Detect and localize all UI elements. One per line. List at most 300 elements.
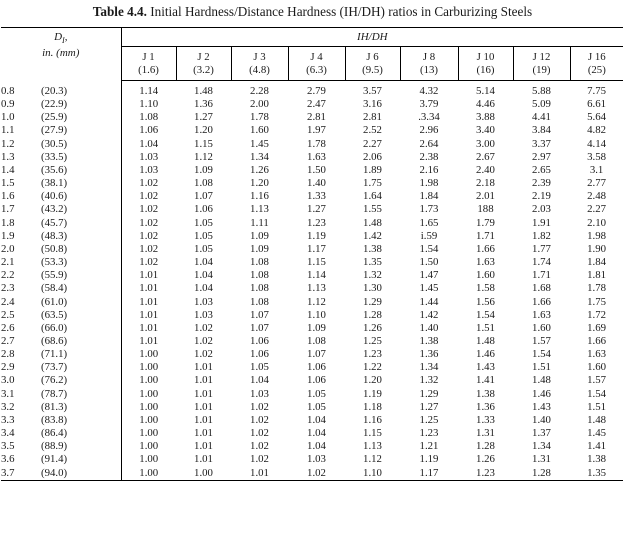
ratio-cell: 1.02 — [250, 400, 269, 413]
ratio-cell: 1.25 — [419, 413, 439, 426]
ratio-cell: 1.54 — [476, 308, 495, 321]
ratio-cell: 1.07 — [250, 321, 269, 334]
ratio-cell: 1.60 — [532, 321, 551, 334]
ratio-cell: 1.01 — [139, 334, 159, 347]
ratio-cell: 1.07 — [250, 308, 269, 321]
ratio-cell: 1.01 — [194, 374, 213, 387]
ratio-cell: 1.56 — [476, 295, 495, 308]
ratio-cell: 1.48 — [194, 85, 213, 97]
ratio-cell: i.59 — [420, 229, 438, 242]
di-inches-cell: 1.2 — [1, 137, 15, 150]
ratio-cell: 1.05 — [194, 229, 213, 242]
ratio-cell: 1.00 — [139, 348, 159, 361]
ratio-cell: 1.74 — [532, 256, 551, 269]
ratio-cell: 1.06 — [250, 334, 269, 347]
di-inches-cell: 2.6 — [1, 321, 15, 334]
ratio-cell: 1.65 — [419, 216, 439, 229]
ratio-cell: 1.36 — [476, 400, 495, 413]
ratio-cell: 1.01 — [139, 269, 159, 282]
ratio-cell: 1.03 — [250, 387, 269, 400]
ratio-cell: 1.32 — [363, 269, 382, 282]
table-header — [1, 28, 623, 81]
ratio-cell: 1.15 — [363, 427, 382, 440]
ratio-cell: 1.48 — [363, 216, 382, 229]
ratio-cell: 3.57 — [363, 85, 382, 97]
ratio-cell: 1.00 — [139, 427, 159, 440]
ratio-cell: 1.18 — [363, 400, 382, 413]
ratio-cell: 1.07 — [194, 190, 213, 203]
ratio-cell: 1.54 — [419, 242, 439, 255]
ratio-cell: 1.41 — [476, 374, 495, 387]
ratio-cell: 1.54 — [532, 348, 551, 361]
di-inches-cell: 2.0 — [1, 242, 15, 255]
ratio-cell: 1.03 — [139, 150, 159, 163]
jominy-position-name: J 4 — [310, 50, 323, 63]
ratio-cell: 1.26 — [250, 163, 269, 176]
di-inches-cell: 3.3 — [1, 413, 15, 426]
table-row — [1, 467, 623, 481]
table-row — [1, 361, 623, 374]
di-inches-cell: 3.1 — [1, 387, 15, 400]
ratio-cell: 1.12 — [363, 453, 382, 466]
di-mm-cell: (76.2) — [41, 374, 121, 387]
ratio-cell: 1.84 — [419, 190, 439, 203]
ratio-cell: 2.27 — [587, 203, 607, 216]
di-mm-cell: (83.8) — [41, 414, 121, 427]
table-row — [1, 269, 623, 282]
di-mm-cell: (45.7) — [41, 217, 121, 230]
ratio-cell: 1.00 — [139, 374, 159, 387]
ratio-cell: 1.66 — [532, 295, 551, 308]
di-inches-cell: 3.6 — [1, 453, 15, 466]
ratio-cell: 1.22 — [363, 361, 382, 374]
di-symbol: $D_I$, — [54, 31, 68, 46]
table-row — [1, 230, 623, 243]
ratio-cell: 1.51 — [532, 361, 551, 374]
ratio-cell: 1.54 — [587, 387, 607, 400]
jominy-column-header — [231, 47, 288, 81]
di-inches-cell: 1.8 — [1, 216, 15, 229]
ratio-cell: 1.78 — [250, 111, 269, 124]
ratio-cell: 1.04 — [307, 413, 326, 426]
ratio-cell: 1.50 — [307, 163, 326, 176]
ratio-cell: 1.38 — [587, 453, 607, 466]
ratio-cell: 1.43 — [476, 361, 495, 374]
ratio-cell: 2.16 — [419, 163, 439, 176]
ratio-cell: 1.64 — [363, 190, 382, 203]
ratio-cell: 1.23 — [307, 216, 326, 229]
table-row — [1, 453, 623, 466]
ratio-cell: 1.10 — [345, 467, 400, 481]
di-mm-cell: (78.7) — [41, 388, 121, 401]
ratio-cell: 1.35 — [363, 256, 382, 269]
table-row — [1, 414, 623, 427]
ratio-cell: 1.01 — [194, 453, 213, 466]
ratio-cell: 1.33 — [307, 190, 326, 203]
di-inches-cell: 2.9 — [1, 361, 15, 374]
ratio-cell: 1.34 — [419, 361, 439, 374]
ratio-cell: 1.20 — [363, 374, 382, 387]
ratio-cell: 1.17 — [307, 242, 326, 255]
jominy-position-name: J 10 — [476, 50, 495, 63]
ratio-cell: 2.00 — [250, 98, 269, 111]
ratio-cell: 1.38 — [363, 242, 382, 255]
di-mm-cell: (27.9) — [41, 124, 121, 137]
di-mm-cell: (61.0) — [41, 296, 121, 309]
ratio-cell: 3.1 — [589, 163, 604, 176]
ratio-cell: 1.05 — [307, 400, 326, 413]
ratio-cell: 2.39 — [532, 177, 551, 190]
ratio-cell: 1.51 — [587, 400, 607, 413]
ratio-cell: 2.19 — [532, 190, 551, 203]
ratio-cell: 1.60 — [250, 124, 269, 137]
ratio-cell: 1.27 — [194, 111, 213, 124]
ih-dh-group-header: IH/DH — [121, 28, 623, 47]
jominy-column-header — [570, 47, 623, 81]
di-inches-cell: 2.5 — [1, 308, 15, 321]
ratio-cell: 1.66 — [476, 242, 495, 255]
ratio-cell: 1.08 — [194, 177, 213, 190]
table-row — [1, 388, 623, 401]
di-mm-cell: (53.3) — [41, 256, 121, 269]
ratio-cell: 3.40 — [476, 124, 495, 137]
di-mm-cell: (48.3) — [41, 230, 121, 243]
ratio-cell: 2.18 — [476, 177, 495, 190]
jominy-position-name: J 1 — [142, 50, 155, 63]
ratio-cell: 2.81 — [363, 111, 382, 124]
ratio-cell: 1.55 — [363, 203, 382, 216]
ratio-cell: 1.15 — [194, 137, 213, 150]
table-row — [1, 401, 623, 414]
ratio-cell: 1.02 — [250, 413, 269, 426]
table-row — [1, 98, 623, 111]
ratio-cell: 1.03 — [194, 295, 213, 308]
ratio-cell: 1.13 — [250, 203, 269, 216]
ratio-cell: 4.14 — [587, 137, 607, 150]
di-inches-cell: 3.5 — [1, 440, 15, 453]
ratio-cell: 3.16 — [363, 98, 382, 111]
ratio-cell: 1.36 — [194, 98, 213, 111]
di-inches-cell: 2.8 — [1, 348, 15, 361]
ratio-cell: 1.04 — [194, 256, 213, 269]
ratio-cell: 1.20 — [250, 177, 269, 190]
ratio-cell: 1.16 — [250, 190, 269, 203]
ratio-cell: 1.43 — [532, 400, 551, 413]
ratio-cell: 1.81 — [587, 269, 607, 282]
ratio-cell: 1.58 — [476, 282, 495, 295]
jominy-column-header — [400, 47, 458, 81]
ratio-cell: 1.91 — [532, 216, 551, 229]
ratio-cell: 1.00 — [139, 413, 159, 426]
ratio-cell: 1.01 — [139, 282, 159, 295]
ratio-cell: 1.08 — [250, 256, 269, 269]
table-row — [1, 203, 623, 216]
ratio-cell: 1.26 — [476, 453, 495, 466]
jominy-position-name: J 6 — [366, 50, 379, 63]
di-inches-cell: 1.7 — [1, 203, 15, 216]
ratio-cell: 1.01 — [194, 361, 213, 374]
ratio-cell: 1.12 — [307, 295, 326, 308]
table-row — [1, 190, 623, 203]
ratio-cell: 1.75 — [363, 177, 382, 190]
ratio-cell: 1.08 — [250, 269, 269, 282]
ratio-cell: 1.51 — [476, 321, 495, 334]
ratio-cell: 5.14 — [476, 85, 495, 97]
ratio-cell: 5.09 — [532, 98, 551, 111]
ratio-cell: 1.35 — [570, 467, 623, 481]
ratio-cell: 3.00 — [476, 137, 495, 150]
ratio-cell: 1.00 — [121, 467, 176, 481]
di-inches-cell: 2.7 — [1, 334, 15, 347]
di-mm-cell: (58.4) — [41, 282, 121, 295]
ratio-cell: 1.23 — [363, 348, 382, 361]
ratio-cell: 1.23 — [419, 427, 439, 440]
ratio-cell: 1.01 — [194, 440, 213, 453]
ratio-cell: 3.58 — [587, 150, 607, 163]
ratio-cell: 1.06 — [194, 203, 213, 216]
ratio-cell: 1.36 — [419, 348, 439, 361]
di-inches-cell: 2.4 — [1, 295, 15, 308]
di-inches-cell: 0.8 — [1, 84, 15, 97]
ratio-cell: 1.37 — [532, 427, 551, 440]
ratio-cell: 1.98 — [419, 177, 439, 190]
ratio-cell: 1.15 — [307, 256, 326, 269]
ratio-cell: 3.84 — [532, 124, 551, 137]
jominy-position-name: J 12 — [532, 50, 551, 63]
ratio-cell: 1.08 — [307, 334, 326, 347]
ratio-cell: 1.29 — [363, 295, 382, 308]
ratio-cell: 1.69 — [587, 321, 607, 334]
di-inches-cell: 1.4 — [1, 163, 15, 176]
table-row — [1, 243, 623, 256]
di-column-header — [1, 28, 121, 81]
ratio-cell: 1.19 — [363, 387, 382, 400]
jominy-column-header — [345, 47, 400, 81]
di-mm-cell: (71.1) — [41, 348, 121, 361]
di-mm-cell: (68.6) — [41, 335, 121, 348]
ratio-cell: 1.40 — [419, 321, 439, 334]
ratio-cell: 1.48 — [532, 374, 551, 387]
jominy-distance-mm: (25) — [587, 63, 606, 76]
ratio-cell: 1.00 — [176, 467, 231, 481]
di-mm-cell: (88.9) — [41, 440, 121, 453]
ratio-cell: 1.02 — [139, 177, 159, 190]
di-mm-cell: (33.5) — [41, 151, 121, 164]
ratio-cell: 2.47 — [307, 98, 326, 111]
ratio-cell: 1.48 — [587, 413, 607, 426]
ratio-cell: 1.44 — [419, 295, 439, 308]
table-row — [1, 256, 623, 269]
table-row — [1, 322, 623, 335]
ratio-cell: 5.64 — [587, 111, 607, 124]
ratio-cell: 6.61 — [587, 98, 607, 111]
ratio-cell: 2.48 — [587, 190, 607, 203]
ratio-cell: 1.02 — [139, 229, 159, 242]
table-row — [1, 151, 623, 164]
table-row — [1, 124, 623, 137]
ratio-cell: 1.78 — [587, 282, 607, 295]
di-mm-cell: (22.9) — [41, 98, 121, 111]
ratio-cell: 1.01 — [231, 467, 288, 481]
ratio-cell: 4.46 — [476, 98, 495, 111]
ratio-cell: 1.05 — [194, 242, 213, 255]
ratio-cell: 1.84 — [587, 256, 607, 269]
ratio-cell: 2.52 — [363, 124, 382, 137]
ratio-cell: 1.05 — [307, 387, 326, 400]
table-row — [1, 440, 623, 453]
ratio-cell: 1.60 — [587, 361, 607, 374]
jominy-position-name: J 3 — [253, 50, 266, 63]
ratio-cell: 1.46 — [532, 387, 551, 400]
ratio-cell: 3.37 — [532, 137, 551, 150]
ratio-cell: 1.01 — [194, 387, 213, 400]
di-mm-cell: (43.2) — [41, 203, 121, 216]
ratio-cell: 1.04 — [194, 282, 213, 295]
ratio-cell: 1.02 — [194, 321, 213, 334]
ratio-cell: 1.04 — [250, 374, 269, 387]
ratio-cell: 1.29 — [419, 387, 439, 400]
ratio-cell: 1.02 — [250, 453, 269, 466]
table-row — [1, 282, 623, 295]
ratio-cell: 2.40 — [476, 163, 495, 176]
ratio-cell: 1.04 — [139, 137, 159, 150]
ratio-cell: 1.42 — [363, 229, 382, 242]
jominy-distance-mm: (1.6) — [138, 63, 159, 76]
di-inches-cell: 3.0 — [1, 374, 15, 387]
table-row — [1, 81, 623, 99]
ratio-cell: 1.09 — [250, 242, 269, 255]
jominy-column-header — [176, 47, 231, 81]
ratio-cell: 2.06 — [363, 150, 382, 163]
ratio-cell: 3.79 — [419, 98, 439, 111]
ratio-cell: 2.64 — [419, 137, 439, 150]
ratio-cell: 1.71 — [532, 269, 551, 282]
ratio-cell: 1.03 — [194, 308, 213, 321]
ratio-cell: 1.27 — [419, 400, 439, 413]
table-number: Table 4.4. — [92, 4, 147, 19]
ratio-cell: 2.38 — [419, 150, 439, 163]
ratio-cell: 2.01 — [476, 190, 495, 203]
ratio-cell: 1.03 — [139, 163, 159, 176]
ratio-cell: 1.02 — [288, 467, 345, 481]
ratio-cell: 1.11 — [250, 216, 269, 229]
ratio-cell: 1.04 — [307, 427, 326, 440]
ratio-cell: 1.19 — [307, 229, 326, 242]
ratio-cell: 2.97 — [532, 150, 551, 163]
ratio-cell: 1.50 — [419, 256, 439, 269]
ratio-cell: 1.48 — [476, 334, 495, 347]
ratio-cell: 1.02 — [139, 203, 159, 216]
table-row — [1, 296, 623, 309]
ratio-cell: 1.89 — [363, 163, 382, 176]
di-mm-cell: (38.1) — [41, 177, 121, 190]
table-caption — [0, 4, 625, 20]
ratio-cell: 5.88 — [532, 85, 551, 97]
ratio-cell: 1.19 — [419, 453, 439, 466]
ratio-cell: 1.40 — [307, 177, 326, 190]
di-mm-cell: (73.7) — [41, 361, 121, 374]
ratio-cell: 1.98 — [587, 229, 607, 242]
jominy-column-header — [121, 47, 176, 81]
ratio-cell: 1.09 — [250, 229, 269, 242]
ratio-cell: 1.06 — [250, 348, 269, 361]
di-inches-cell: 1.1 — [1, 124, 15, 137]
di-mm-cell: (40.6) — [41, 190, 121, 203]
di-inches-cell: 2.1 — [1, 256, 15, 269]
ratio-cell: 1.02 — [139, 190, 159, 203]
ratio-cell: 1.01 — [139, 321, 159, 334]
di-inches-cell: 3.2 — [1, 400, 15, 413]
ratio-cell: 2.79 — [307, 85, 326, 97]
ratio-cell: 1.09 — [307, 321, 326, 334]
di-mm-cell: (50.8) — [41, 243, 121, 256]
ratio-cell: 1.63 — [307, 150, 326, 163]
ratio-cell: 1.03 — [307, 453, 326, 466]
di-inches-cell: 2.2 — [1, 269, 15, 282]
ratio-cell: 1.00 — [139, 400, 159, 413]
ratio-cell: 1.04 — [194, 269, 213, 282]
ratio-cell: 1.33 — [476, 413, 495, 426]
ratio-cell: .3.34 — [418, 111, 440, 124]
ratio-cell: 1.41 — [587, 440, 607, 453]
di-inches-cell: 3.7 — [1, 467, 41, 481]
ratio-cell: 1.73 — [419, 203, 439, 216]
table-row — [1, 427, 623, 440]
ratio-cell: 1.90 — [587, 242, 607, 255]
ratio-cell: 1.02 — [194, 348, 213, 361]
table-row — [1, 348, 623, 361]
ratio-cell: 2.77 — [587, 177, 607, 190]
ratio-cell: 1.17 — [400, 467, 458, 481]
ratio-cell: 1.42 — [419, 308, 439, 321]
ratio-cell: 1.72 — [587, 308, 607, 321]
table-body — [1, 81, 623, 481]
ratio-cell: 1.23 — [458, 467, 513, 481]
ratio-cell: 1.02 — [139, 216, 159, 229]
jominy-column-header — [513, 47, 570, 81]
ratio-cell: 1.14 — [307, 269, 326, 282]
ratio-cell: 4.32 — [419, 85, 439, 97]
ratio-cell: 1.75 — [587, 295, 607, 308]
ratio-cell: 188 — [477, 203, 494, 216]
ratio-cell: 1.63 — [587, 348, 607, 361]
di-mm-cell: (91.4) — [41, 453, 121, 466]
di-mm-cell: (30.5) — [41, 138, 121, 151]
ratio-cell: 2.27 — [363, 137, 382, 150]
ratio-cell: 1.66 — [587, 334, 607, 347]
ratio-cell: 1.01 — [194, 400, 213, 413]
ratio-cell: 2.10 — [587, 216, 607, 229]
ratio-cell: 1.00 — [139, 361, 159, 374]
ratio-cell: 1.06 — [307, 361, 326, 374]
di-inches-cell: 0.9 — [1, 98, 15, 111]
di-units: in. (mm) — [42, 47, 80, 60]
ratio-cell: 1.00 — [139, 387, 159, 400]
ratio-cell: 1.02 — [194, 334, 213, 347]
ratio-cell: 1.02 — [250, 440, 269, 453]
ratio-cell: 1.14 — [139, 85, 159, 97]
ratio-cell: 1.57 — [587, 374, 607, 387]
ratio-cell: 1.79 — [476, 216, 495, 229]
ratio-cell: 1.12 — [194, 150, 213, 163]
ratio-cell: 1.40 — [532, 413, 551, 426]
di-mm-cell: (55.9) — [41, 269, 121, 282]
ratio-cell: 1.13 — [363, 440, 382, 453]
ratio-cell: 2.28 — [250, 85, 269, 97]
jominy-distance-mm: (4.8) — [249, 63, 270, 76]
ratio-cell: 1.34 — [532, 440, 551, 453]
di-inches-cell: 1.9 — [1, 229, 15, 242]
